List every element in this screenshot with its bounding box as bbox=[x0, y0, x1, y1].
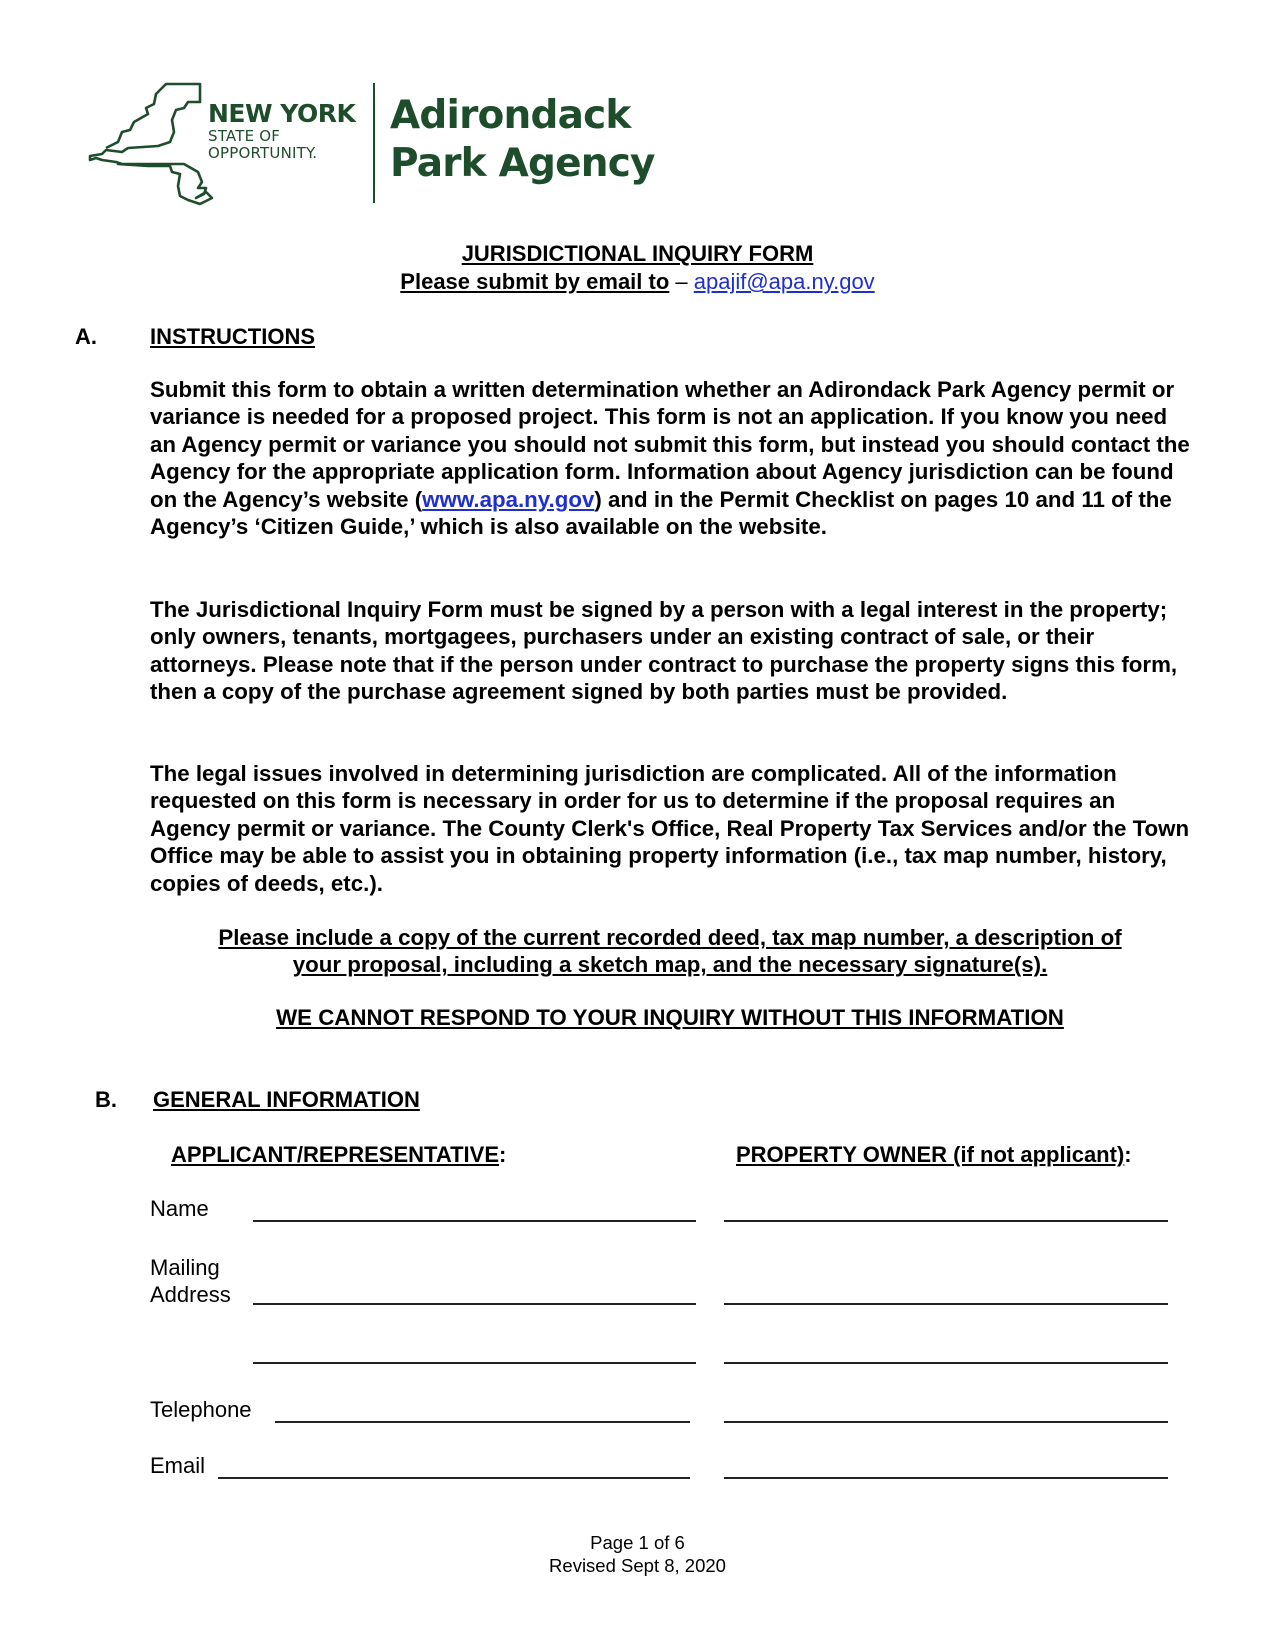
required-documents-notice bbox=[150, 924, 1190, 979]
new-york-state-outline-icon bbox=[88, 80, 218, 208]
address-label: Address bbox=[150, 1282, 231, 1307]
cannot-respond-warning: WE CANNOT RESPOND TO YOUR INQUIRY WITHOUT THIS INFORMATION bbox=[276, 1005, 1064, 1030]
submit-instructions bbox=[0, 269, 1275, 295]
notice-line-2: your proposal, including a sketch map, and the necessary signature(s). bbox=[292, 952, 1048, 978]
applicant-column-heading bbox=[171, 1142, 506, 1168]
instructions-paragraph-3: The legal issues involved in determining jurisdiction are complicated. All of the information requested on this form is necessary in order for us to determine if the proposal requires an Agency permit or variance. The County Clerk's Office, Real Property Tax Services and/or the Town Office may be able to assist you in obtaining property information (i.e., tax map number, history, copies of deeds, etc.). bbox=[150, 761, 1190, 896]
owner-telephone-field[interactable] bbox=[724, 1421, 1168, 1423]
telephone-label: Telephone bbox=[150, 1397, 252, 1422]
applicant-email-field[interactable] bbox=[218, 1477, 690, 1479]
ny-state-wordmark bbox=[208, 100, 355, 162]
applicant-address-line-2-field[interactable] bbox=[253, 1362, 696, 1364]
instructions-paragraph-2: The Jurisdictional Inquiry Form must be signed by a person with a legal interest in the property; only owners, tenants, mortgagees, purchasers under an existing contract of sale, or their attorneys. Please note that if the person under contract to purchase the property signs this form, then a copy of the purchase agreement signed by both parties must be provided. bbox=[150, 597, 1178, 705]
agency-name-line-1: Adirondack bbox=[390, 93, 631, 138]
email-label: Email bbox=[150, 1453, 206, 1478]
owner-address-line-2-field[interactable] bbox=[724, 1362, 1168, 1364]
instructions-paragraph-1 bbox=[150, 376, 1190, 540]
state-tagline-2: OPPORTUNITY. bbox=[208, 144, 318, 162]
para1-text-end: ) and in the Permit Checklist on pages 10 and 11 of the Agency’s ‘Citizen Guide,’ which is also available on the website. bbox=[150, 486, 1172, 540]
section-a-letter: A. bbox=[75, 324, 97, 349]
state-tagline-1: STATE OF bbox=[208, 127, 281, 145]
page-footer bbox=[0, 1531, 1275, 1577]
form-title bbox=[0, 241, 1275, 267]
page-number: Page 1 of 6 bbox=[590, 1532, 685, 1553]
applicant-name-field[interactable] bbox=[253, 1220, 696, 1222]
para1-text: Submit this form to obtain a written determination whether an Adirondack Park Agency permit or variance is needed for a proposed project. This form is not an application. If you know you need an Agency permit or variance you should not submit this form, but instead you should contact the Agency for the appropriate application form. Information about Agency jurisdiction can be found on the Agency’s website ( bbox=[150, 377, 1190, 512]
notice-line-1: Please include a copy of the current recorded deed, tax map number, a description of bbox=[218, 925, 1122, 950]
submit-dash: – bbox=[669, 269, 694, 294]
owner-name-field[interactable] bbox=[724, 1220, 1168, 1222]
owner-address-line-1-field[interactable] bbox=[724, 1303, 1168, 1305]
owner-email-field[interactable] bbox=[724, 1477, 1168, 1479]
section-b-heading: GENERAL INFORMATION bbox=[153, 1087, 420, 1112]
submit-label: Please submit by email to bbox=[400, 269, 670, 294]
form-title-text: JURISDICTIONAL INQUIRY FORM bbox=[461, 241, 814, 266]
agency-wordmark bbox=[390, 92, 655, 188]
agency-name-line-2: Park Agency bbox=[390, 141, 655, 186]
applicant-heading-text: APPLICANT/REPRESENTATIVE bbox=[171, 1142, 499, 1167]
agency-logo bbox=[88, 80, 663, 210]
owner-heading-colon: : bbox=[1124, 1142, 1132, 1167]
section-b-letter: B. bbox=[95, 1087, 117, 1112]
name-label: Name bbox=[150, 1196, 209, 1221]
revision-date: Revised Sept 8, 2020 bbox=[549, 1555, 726, 1576]
logo-divider bbox=[373, 83, 375, 203]
applicant-address-line-1-field[interactable] bbox=[253, 1303, 696, 1305]
owner-column-heading bbox=[736, 1142, 1132, 1168]
applicant-heading-colon: : bbox=[499, 1142, 507, 1167]
state-name: NEW YORK bbox=[208, 99, 356, 128]
owner-heading-text: PROPERTY OWNER (if not applicant) bbox=[736, 1142, 1125, 1167]
submit-email-link[interactable]: apajif@apa.ny.gov bbox=[693, 269, 875, 294]
mailing-label: Mailing bbox=[150, 1255, 220, 1280]
website-link[interactable]: www.apa.ny.gov bbox=[422, 486, 595, 512]
section-a-heading: INSTRUCTIONS bbox=[150, 324, 315, 349]
applicant-telephone-field[interactable] bbox=[275, 1421, 690, 1423]
